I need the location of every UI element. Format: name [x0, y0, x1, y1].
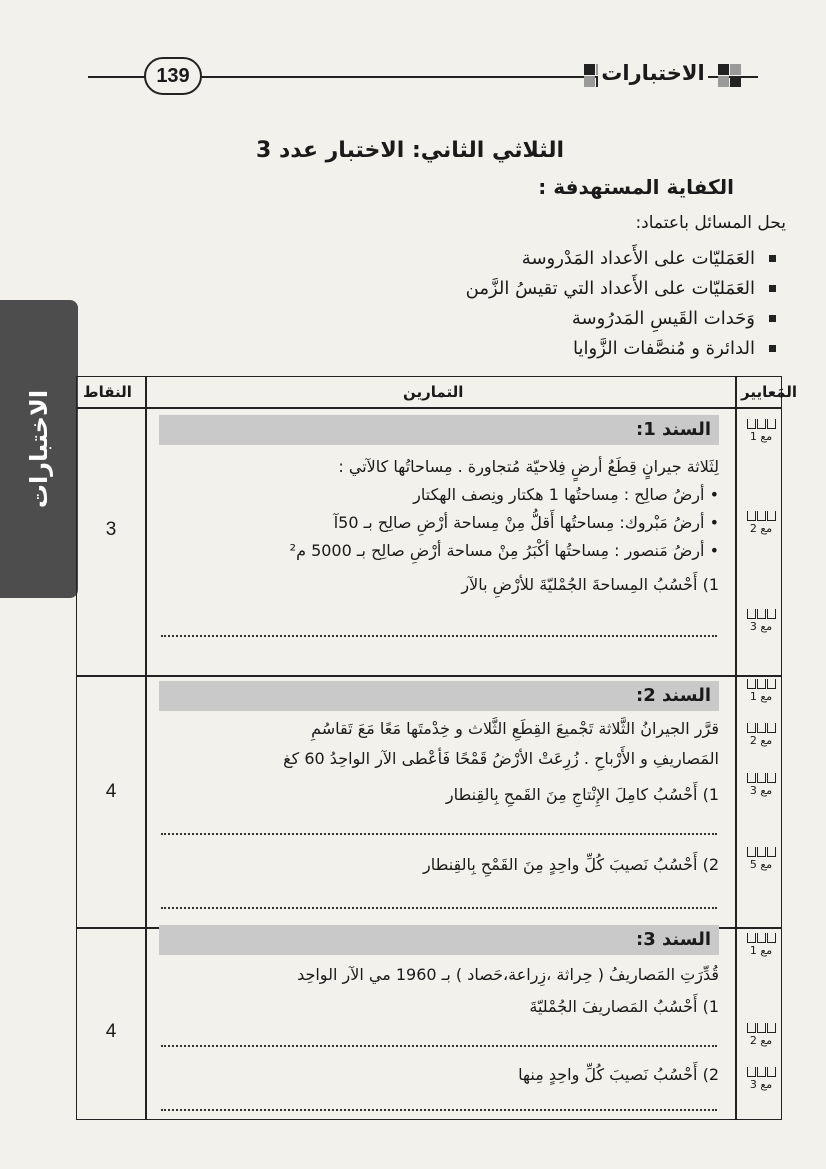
- sanad-1-points: 3: [105, 519, 117, 540]
- exercises-header: التمارين: [403, 383, 464, 401]
- bullet-icon: [769, 255, 776, 262]
- criterion-box: مع 1: [743, 933, 779, 957]
- sanad-2-line: قرَّر الجيرانُ الثَّلاثة تَجْميعَ القِطَعِ الثَّلاث و خِدْمتَها مَعًا مَعَ تَقاسُمِ: [311, 719, 719, 738]
- header-section-title: الاختبارات: [598, 56, 708, 90]
- sanad-3-title: السند 3:: [159, 925, 719, 955]
- sanad-2-line: المَصاريفِ و الأَرْباحِ . زُرِعَتْ الأرْضُ قَمْحًا فَأعْطى الآر الواحِدُ 60 كغ: [283, 749, 719, 768]
- sanad-1-line: • أرضُ مَنصور : مِساحتُها أكْبَرُ مِنْ مساحة أرْضِ صالِح بـ 5000 م²: [289, 541, 719, 560]
- criterion-box: مع 3: [743, 1067, 779, 1091]
- criterion-box: مع 1: [743, 419, 779, 443]
- sanad-3-points: 4: [105, 1021, 117, 1042]
- competency-list: [466, 243, 776, 363]
- sanad-2-points: 4: [105, 781, 117, 802]
- answer-line: [161, 833, 717, 835]
- answer-line: [161, 1109, 717, 1111]
- exercise-table: [76, 376, 798, 1120]
- column-divider: [145, 377, 147, 1119]
- criterion-box: مع 2: [743, 511, 779, 535]
- sanad-1-question: 1) أَحْسُبُ المِساحةَ الجُمْليّةَ للأرْضِ بالآر: [461, 575, 719, 594]
- sanad-2-question: 2) أَحْسُبُ نَصيبَ كُلِّ واحِدٍ مِنَ القَمْحِ بِالقِنطار: [422, 855, 719, 874]
- sanad-3-question: 2) أَحْسُبُ نَصيبَ كُلِّ واحِدٍ مِنها: [518, 1065, 719, 1084]
- answer-line: [161, 1045, 717, 1047]
- sanad-3-line: قُدِّرَتِ المَصاريفُ ( حِراثة ،زِراعة،حَصاد ) بـ 1960 مي الآر الواحِد: [297, 965, 719, 984]
- answer-line: [161, 635, 717, 637]
- header-square: [584, 64, 595, 75]
- sanad-1-line: لِثَلاثة جيرانٍ قِطَعُ أرضٍ فِلاحيّة مُتجاورة . مِساحاتُها كالآتي :: [338, 457, 719, 476]
- criterion-box: مع 5: [743, 847, 779, 871]
- header-square: [730, 76, 741, 87]
- criterion-box: مع 3: [743, 609, 779, 633]
- bullet-icon: [769, 345, 776, 352]
- sanad-2-question: 1) أَحْسُبُ كامِلَ الإِنْتاجِ مِنَ القَمحِ بِالقِنطار: [445, 785, 719, 804]
- sanad-1-title: السند 1:: [159, 415, 719, 445]
- row-divider: [77, 407, 781, 409]
- page-number: 139: [144, 57, 202, 95]
- header-square: [584, 76, 595, 87]
- header-square: [718, 76, 729, 87]
- bullet-icon: [769, 315, 776, 322]
- criterion-box: مع 1: [743, 679, 779, 703]
- intro-text: يحل المسائل باعتماد:: [635, 213, 786, 233]
- sanad-1-line: • أرضُ صالِح : مِساحتُها 1 هكتار ونِصف الهكتار: [413, 485, 719, 504]
- points-header: النقاط: [83, 383, 132, 401]
- criteria-header: المَعايير: [741, 383, 798, 401]
- criterion-box: مع 2: [743, 723, 779, 747]
- list-item: الدائرة و مُنصَّفات الزَّوايا: [466, 333, 776, 363]
- list-item: العَمَليّات على الأَعداد التي تقيسُ الزَّمن: [466, 273, 776, 303]
- column-divider: [735, 377, 737, 1119]
- sanad-3-question: 1) أَحْسُبُ المَصاريفَ الجُمْليّةَ: [529, 997, 719, 1016]
- row-divider: [77, 675, 781, 677]
- competency-heading: الكفاية المستهدفة :: [538, 175, 734, 199]
- criterion-box: مع 3: [743, 773, 779, 797]
- side-tab: [0, 300, 78, 598]
- sanad-1-line: • أرضُ مَبْروك: مِساحتُها أَقلُّ مِنْ مِساحة أرْضِ صالِح بـ 50آ: [333, 513, 719, 532]
- page-title: الثلاثي الثاني: الاختبار عدد 3: [255, 138, 564, 163]
- header-square: [730, 64, 741, 75]
- bullet-icon: [769, 285, 776, 292]
- sanad-2-title: السند 2:: [159, 681, 719, 711]
- side-tab-label: الاختبارات: [25, 389, 53, 509]
- answer-line: [161, 907, 717, 909]
- header-square: [718, 64, 729, 75]
- criterion-box: مع 2: [743, 1023, 779, 1047]
- list-item: العَمَليّات على الأَعداد المَدْروسة: [466, 243, 776, 273]
- list-item: وَحَدات القَيسِ المَدرُوسة: [466, 303, 776, 333]
